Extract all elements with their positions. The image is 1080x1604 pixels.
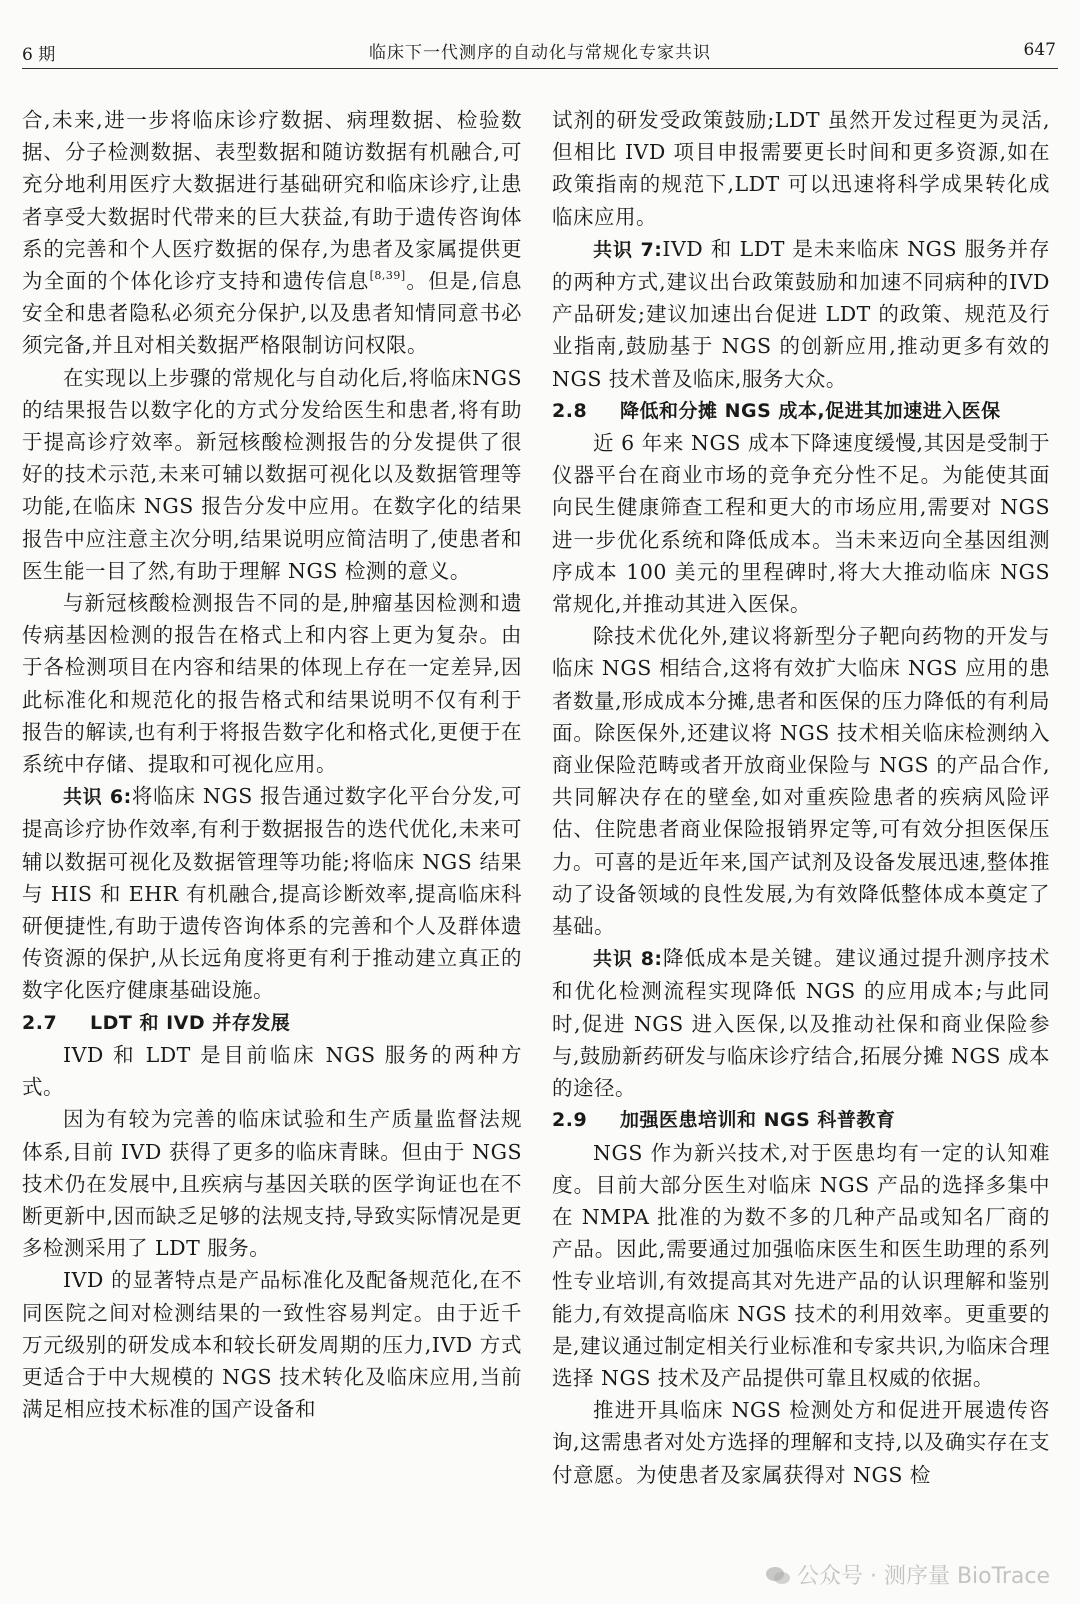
watermark-text: 公众号 · 测序量 BioTrace: [796, 1564, 1050, 1589]
wechat-icon: [765, 1566, 791, 1586]
citation: [8,39]: [369, 269, 406, 283]
issue-number: 6 期: [22, 45, 56, 65]
paragraph: 因为有较为完善的临床试验和生产质量监督法规体系,目前 IVD 获得了更多的临床青睐。但由于 NGS 技术仍在发展中,且疾病与基因关联的医学询证也在不断更新中,因而缺乏足够的法规支持,导致实际情况是更多检测采用了 LDT 服务。: [22, 1107, 522, 1261]
page-number: 647: [1023, 40, 1056, 60]
consensus-7: 共识 7:IVD 和 LDT 是未来临床 NGS 服务并存的两种方式,建议出台政策鼓励和加速不同病种的IVD 产品研发;建议加速出台促进 LDT 的政策、规范及行业指南,鼓励基于 NGS 的创新应用,推动更多有效的 NGS 技术普及临床,服务大众。: [552, 236, 1050, 391]
paragraph: 合,未来,进一步将临床诊疗数据、病理数据、检验数据、分子检测数据、表型数据和随访数据有机融合,可充分地利用医疗大数据进行基础研究和临床诊疗,让患者享受大数据时代带来的巨大获益,有助于遗传咨询体系的完善和个人医疗数据的保存,为患者及家属提供更为全面的个体化诊疗支持和遗传信息[8,39]。但是,信息安全和患者隐私必须充分保护,以及患者知情同意书必须完备,并且对相关数据严格限制访问权限。: [22, 108, 522, 358]
paragraph: 除技术优化外,建议将新型分子靶向药物的开发与临床 NGS 相结合,这将有效扩大临床 NGS 应用的患者数量,形成成本分摊,患者和医保的压力降低的有利局面。除医保外,还建议将 NGS 技术相关临床检测纳入商业保险范畴或者开放商业保险与 NGS 的产品合作,共同解决存在的壁垒,如对重疾险患者的疾病风险评估、住院患者商业保险报销界定等,可有效分担医保压力。可喜的是近年来,国产试剂及设备发展迅速,整体推动了设备领域的良性发展,为有效降低整体成本奠定了基础。: [552, 624, 1050, 939]
right-column: [552, 104, 1050, 1491]
section-heading-2-9: 2.9 加强医患培训和 NGS 科普教育: [552, 1109, 896, 1132]
paragraph: 在实现以上步骤的常规化与自动化后,将临床NGS 的结果报告以数字化的方式分发给医生和患者,将有助于提高诊疗效率。新冠核酸检测报告的分发提供了很好的技术示范,未来可辅以数据可视化以及数据管理等功能,在临床 NGS 报告分发中应用。在数字化的结果报告中应注意主次分明,结果说明应简洁明了,使患者和医生能一目了然,有助于理解 NGS 检测的意义。: [22, 365, 522, 583]
section-heading-2-7: 2.7 LDT 和 IVD 并存发展: [22, 1011, 291, 1034]
paragraph: IVD 和 LDT 是目前临床 NGS 服务的两种方式。: [22, 1042, 522, 1100]
section-heading-2-8: 2.8 降低和分摊 NGS 成本,促进其加速进入医保: [552, 399, 1001, 422]
paragraph: 推进开具临床 NGS 检测处方和促进开展遗传咨询,这需患者对处方选择的理解和支持,以及确实存在支付意愿。为使患者及家属获得对 NGS 检: [552, 1398, 1050, 1487]
paragraph: 与新冠核酸检测报告不同的是,肿瘤基因检测和遗传病基因检测的报告在格式上和内容上更为复杂。由于各检测项目在内容和结果的体现上存在一定差异,因此标准化和规范化的报告格式和结果说明不仅有利于报告的解读,也有利于将报告数字化和格式化,更便于在系统中存储、提取和可视化应用。: [22, 591, 522, 777]
paragraph: 近 6 年来 NGS 成本下降速度缓慢,其因是受制于仪器平台在商业市场的竞争充分性不足。为能使其面向民生健康筛查工程和更大的市场应用,需要对 NGS 进一步优化系统和降低成本。当未来迈向全基因组测序成本 100 美元的里程碑时,将大大推动临床 NGS 常规化,并推动其进入医保。: [552, 431, 1050, 617]
consensus-6: 共识 6:将临床 NGS 报告通过数字化平台分发,可提高诊疗协作效率,有利于数据报告的迭代优化,未来可辅以数据可视化及数据管理等功能;将临床 NGS 结果与 HIS 和 EHR 有机融合,提高诊断效率,提高临床科研便捷性,有助于遗传咨询体系的完善和个人及群体遗传资源的保护,从长远角度将更有利于推动建立真正的数字化医疗健康基础设施。: [22, 784, 522, 1003]
wechat-watermark: [765, 1559, 1050, 1590]
consensus-label: 共识 6:: [63, 786, 132, 809]
running-header: [22, 32, 1058, 69]
consensus-label: 共识 7:: [593, 238, 663, 261]
paragraph: 试剂的研发受政策鼓励;LDT 虽然开发过程更为灵活,但相比 IVD 项目申报需要更长时间和更多资源,如在政策指南的规范下,LDT 可以迅速将科学成果转化成临床应用。: [552, 108, 1050, 229]
running-title: 临床下一代测序的自动化与常规化专家共识: [369, 43, 711, 63]
consensus-label: 共识 8:: [593, 948, 663, 971]
consensus-8: 共识 8:降低成本是关键。建议通过提升测序技术和优化检测流程实现降低 NGS 的应用成本;与此同时,促进 NGS 进入医保,以及推动社保和商业保险参与,鼓励新药研发与临床诊疗结合,拓展分摊 NGS 成本的途径。: [552, 946, 1050, 1101]
left-column: [22, 104, 522, 1425]
paragraph: NGS 作为新兴技术,对于医患均有一定的认知难度。目前大部分医生对临床 NGS 产品的选择多集中在 NMPA 批准的为数不多的几种产品或知名厂商的产品。因此,需要通过加强临床医生和医生助理的系列性专业培训,有效提高其对先进产品的认识理解和鉴别能力,有效提高临床 NGS 技术的利用效率。更重要的是,建议通过制定相关行业标准和专家共识,为临床合理选择 NGS 技术及产品提供可靠且权威的依据。: [552, 1140, 1050, 1390]
paragraph: IVD 的显著特点是产品标准化及配备规范化,在不同医院之间对检测结果的一致性容易判定。由于近千万元级别的研发成本和较长研发周期的压力,IVD 方式更适合于中大规模的 NGS 技术转化及临床应用,当前满足相应技术标准的国产设备和: [22, 1268, 522, 1422]
